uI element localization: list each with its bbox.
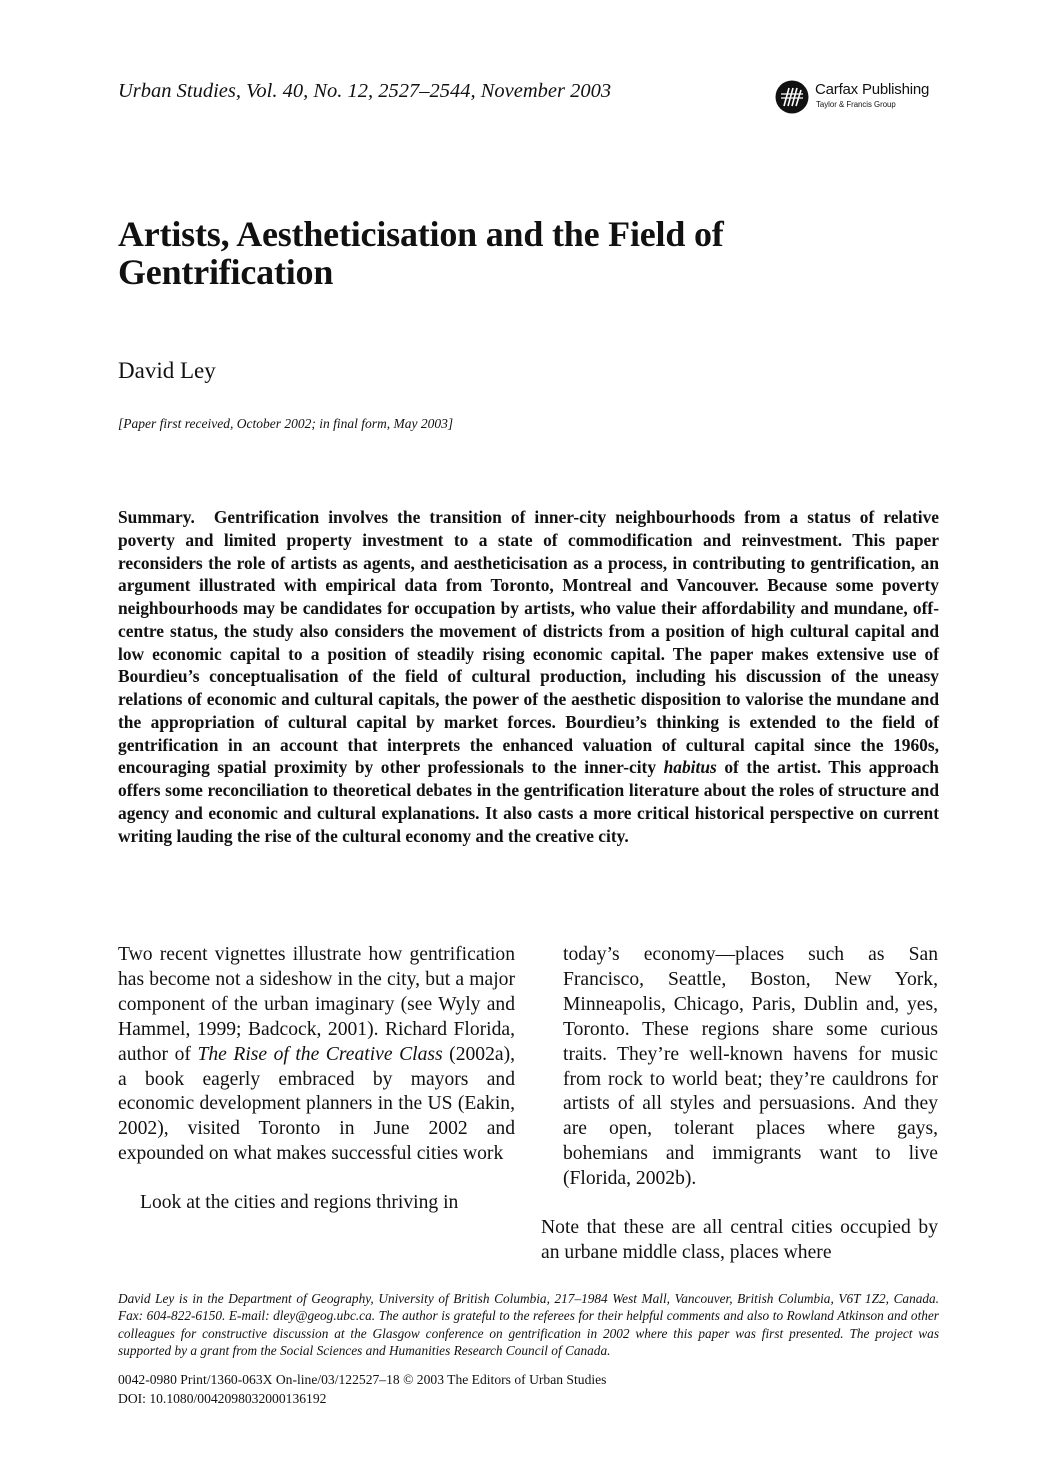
journal-citation: Urban Studies, Vol. 40, No. 12, 2527–2544, November 2003 — [118, 80, 612, 102]
abstract-text-part-2: of the artist. This approach offers some reconciliation to theoretical debates in the gentrification literature about the roles of structure and agency and economic and cultural explanations. It also casts a more critical historical perspective on current writing lauding the rise of the cultural economy and the creative city. — [118, 757, 939, 846]
publisher-group: Taylor & Francis Group — [816, 100, 896, 109]
abstract-label: Summary. — [118, 507, 195, 527]
issn-line: 0042-0980 Print/1360-063X On-line/03/122527–18 © 2003 The Editors of Urban Studies — [118, 1372, 607, 1387]
publisher-block — [775, 78, 945, 118]
author-footnote: David Ley is in the Department of Geography, University of British Columbia, 217–1984 West Mall, Vancouver, British Columbia, V6T 1Z2, Canada. Fax: 604-822-6150. E-mail: dley@geog.ubc.ca. The author is grateful to the referees for their helpful comments and also to Rowland Atkinson and other colleagues for constructive discussion at the Glasgow conference on gentrification in 2002 where this paper was first presented. The project was supported by a grant from the Social Sciences and Humanities Research Council of Canada. — [118, 1291, 939, 1359]
publisher-name: Carfax Publishing — [815, 81, 930, 98]
received-dates: [Paper first received, October 2002; in final form, May 2003] — [118, 416, 454, 431]
author-name: David Ley — [118, 358, 216, 383]
book-title: The Rise of the Creative Class — [197, 1043, 443, 1065]
block-quote-start: Look at the cities and regions thriving in — [140, 1192, 459, 1214]
publication-identifiers — [118, 1370, 606, 1408]
body-text: (2002a), a book eagerly embraced by mayors and economic development planners in the US (Eakin, 2002), visited Toronto in June 2002 and expounded on what makes successful cities work — [118, 1043, 516, 1165]
abstract-italic-term: habitus — [663, 757, 717, 778]
body-text: Two recent vignettes illustrate how gentrification has become not a sideshow in the city, but a major component of the urban imaginary (see Wyly and Hammel, 1999; Badcock, 2001). Richard Florida, author of — [118, 944, 515, 1065]
abstract-text-part-1: Gentrification involves the transition of inner-city neighbourhoods from a status of relative poverty and limited property investment to a state of commodification and reinvestment. This paper reconsiders the role of artists as agents, and aestheticisation as a process, in contributing to gentrification, an argument illustrated with empirical data from Toronto, Montreal and Vancouver. Because some poverty neighbourhoods may be candidates for occupation by artists, who value their affordability and mundane, off-centre status, the study also considers the movement of districts from a position of high cultural capital and low economic capital to a position of steadily rising economic capital. The paper makes extensive use of Bourdieu’s conceptualisation of the field of cultural production, including his discussion of the uneasy relations of economic and cultural capitals, the power of the aesthetic disposition to valorise the mundane and the appropriation of cultural capital by market forces. Bourdieu’s thinking is extended to the field of gentrification in an account that interprets the enhanced valuation of cultural capital since the 1960s, encouraging spatial proximity by other professionals to the inner-city — [118, 507, 939, 778]
body-paragraph-2: Note that these are all central cities occupied by an urbane middle class, places where — [541, 1217, 938, 1263]
body-paragraph-1 — [118, 943, 515, 1167]
abstract — [118, 506, 939, 847]
body-column-left — [118, 943, 515, 1216]
body-column-right — [541, 943, 938, 1266]
carfax-logo-icon — [775, 80, 809, 114]
doi-line: DOI: 10.1080/0042098032000136192 — [118, 1391, 327, 1406]
article-title: Artists, Aestheticisation and the Field of Gentrification — [118, 214, 724, 292]
block-quote-continuation: today’s economy—places such as San Francisco, Seattle, Boston, New York, Minneapolis, Chicago, Paris, Dublin and, yes, Toronto. These regions share some curious traits. They’re well-known havens for music from rock to world beat; they’re cauldrons for artists of all styles and persuasions. And they are open, tolerant places where gays, bohemians and immigrants want to live (Florida, 2002b). — [563, 944, 938, 1190]
